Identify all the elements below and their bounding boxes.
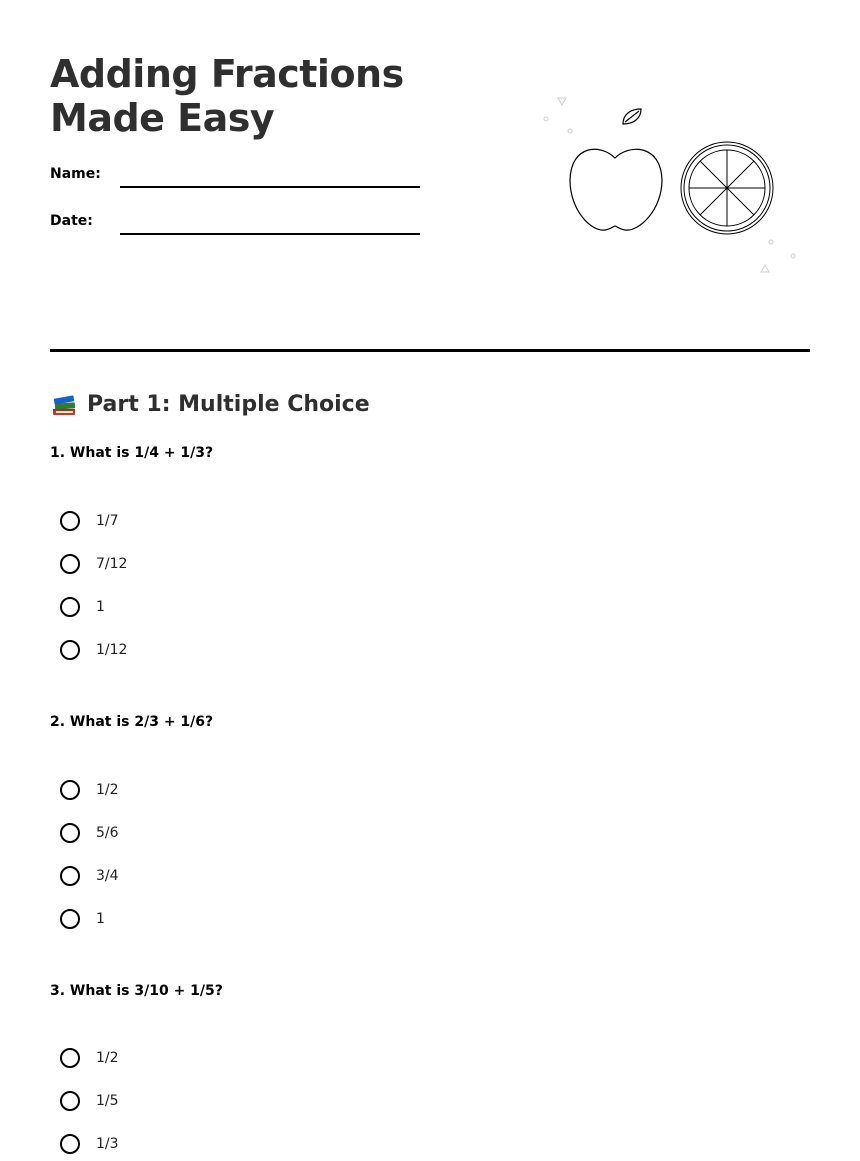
radio-button[interactable]: [60, 1048, 80, 1068]
option-q1-a[interactable]: [60, 508, 119, 534]
radio-button[interactable]: [60, 597, 80, 617]
fruit-illustration: [535, 92, 805, 282]
name-field: [50, 166, 430, 190]
option-label: 1/3: [96, 1136, 119, 1152]
option-q2-d[interactable]: [60, 906, 105, 932]
radio-button[interactable]: [60, 1134, 80, 1154]
option-q2-b[interactable]: [60, 820, 119, 846]
books-icon: [50, 390, 78, 418]
option-label: 1/2: [96, 1050, 119, 1066]
page-title: Adding Fractions Made Easy: [50, 52, 404, 140]
option-label: 1/2: [96, 782, 119, 798]
option-q3-b[interactable]: [60, 1088, 119, 1114]
option-q1-b[interactable]: [60, 551, 127, 577]
option-q1-d[interactable]: [60, 637, 127, 663]
section-title: Part 1: Multiple Choice: [87, 391, 370, 417]
date-label: Date:: [50, 213, 93, 229]
radio-button[interactable]: [60, 909, 80, 929]
orange-slice-icon: [681, 142, 773, 234]
question-text: 1. What is 1/4 + 1/3?: [50, 445, 214, 461]
date-input-line[interactable]: [120, 233, 420, 235]
name-input-line[interactable]: [120, 186, 420, 188]
question-text: 2. What is 2/3 + 1/6?: [50, 714, 214, 730]
radio-button[interactable]: [60, 780, 80, 800]
part1-heading: [50, 388, 370, 420]
radio-button[interactable]: [60, 866, 80, 886]
option-label: 5/6: [96, 825, 119, 841]
option-label: 3/4: [96, 868, 119, 884]
radio-button[interactable]: [60, 823, 80, 843]
date-field: [50, 213, 430, 237]
option-q1-c[interactable]: [60, 594, 105, 620]
apple-icon: [570, 149, 662, 230]
option-q2-a[interactable]: [60, 777, 119, 803]
option-label: 7/12: [96, 556, 128, 572]
radio-button[interactable]: [60, 511, 80, 531]
option-label: 1/12: [96, 642, 128, 658]
option-label: 1: [96, 911, 105, 927]
option-q3-a[interactable]: [60, 1045, 119, 1071]
option-q3-c[interactable]: [60, 1131, 119, 1157]
radio-button[interactable]: [60, 554, 80, 574]
question-text: 3. What is 3/10 + 1/5?: [50, 983, 223, 999]
header-divider: [50, 349, 810, 352]
option-label: 1/7: [96, 513, 119, 529]
option-label: 1/5: [96, 1093, 119, 1109]
radio-button[interactable]: [60, 640, 80, 660]
option-q2-c[interactable]: [60, 863, 119, 889]
leaf-icon: [623, 109, 641, 124]
option-label: 1: [96, 599, 105, 615]
radio-button[interactable]: [60, 1091, 80, 1111]
name-label: Name:: [50, 166, 101, 182]
